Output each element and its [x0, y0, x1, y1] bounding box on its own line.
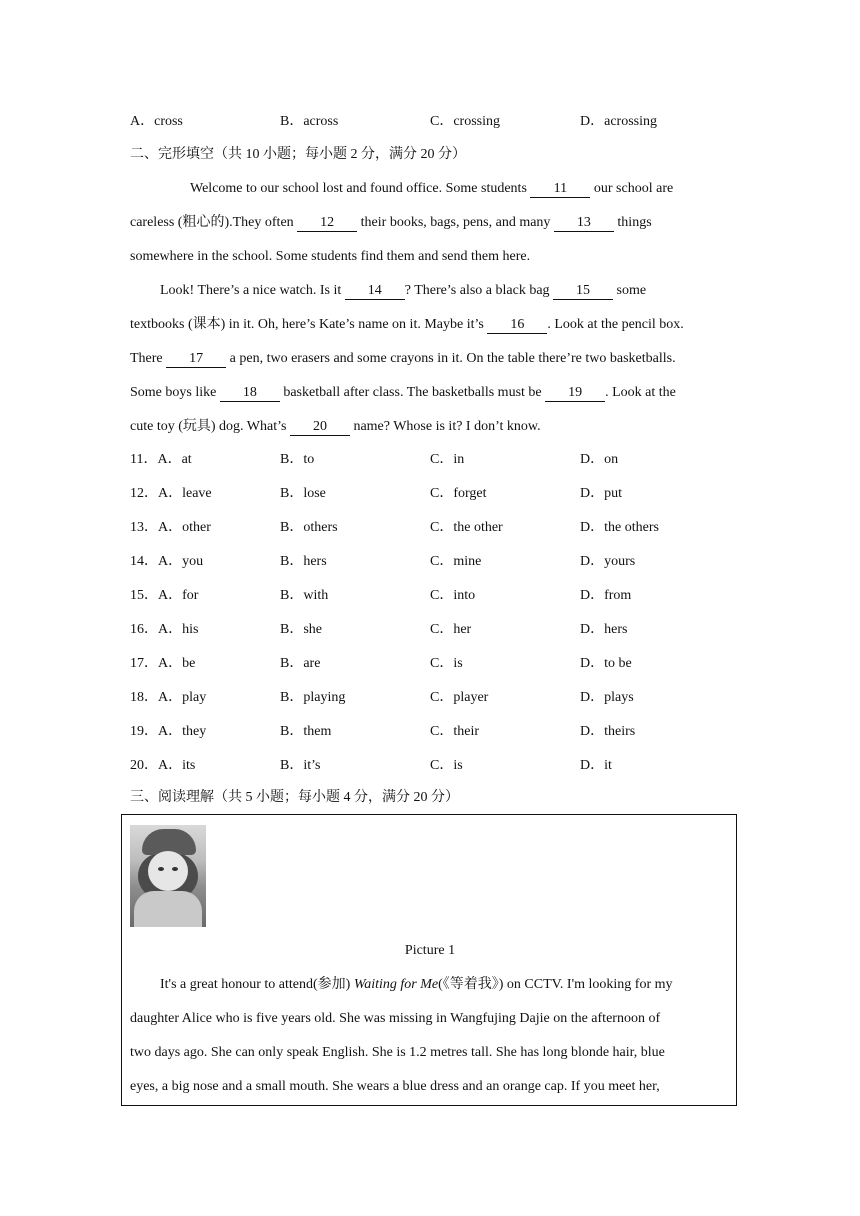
- option-c: C．is: [430, 758, 463, 773]
- text: ? There’s also a black bag: [404, 283, 554, 298]
- option-a: A．at: [157, 452, 192, 467]
- option-c: C．in: [430, 452, 465, 467]
- question-number: 17．: [130, 656, 158, 671]
- text: things: [613, 215, 652, 230]
- text: their books, bags, pens, and many: [357, 215, 554, 230]
- text: basketball after class. The basketballs must be: [279, 385, 546, 400]
- text: textbooks (课本) in it. Oh, here’s Kate’s name on it. Maybe it’s: [130, 317, 488, 332]
- option-a: A．they: [158, 724, 207, 739]
- option-b: B．are: [280, 656, 321, 671]
- passage-line-7: [130, 383, 676, 403]
- option-d: D．hers: [580, 622, 628, 637]
- option-c: C．the other: [430, 520, 503, 535]
- question-lead: [130, 722, 206, 742]
- option-d: D．theirs: [580, 724, 636, 739]
- question-lead: [130, 756, 195, 776]
- text: careless (粗心的).They often: [130, 215, 298, 230]
- passage-line-3: somewhere in the school. Some students find them and send them here.: [130, 249, 531, 264]
- question-number: 16．: [130, 622, 158, 637]
- picture-caption: Picture 1: [404, 943, 456, 958]
- blank-15: 15: [553, 283, 613, 300]
- text: Welcome to our school lost and found office. Some students: [190, 181, 531, 196]
- option-b: B．with: [280, 588, 329, 603]
- question-number: 14．: [130, 554, 158, 569]
- q10-option-c: C．crossing: [430, 114, 500, 129]
- option-d: D．on: [580, 452, 619, 467]
- question-number: 12．: [130, 486, 158, 501]
- question-lead: [130, 654, 195, 674]
- blank-18: 18: [220, 385, 280, 402]
- option-c: C．her: [430, 622, 472, 637]
- option-b: B．lose: [280, 486, 326, 501]
- option-d: D．to be: [580, 656, 632, 671]
- option-d: D．plays: [580, 690, 634, 705]
- option-b: B．to: [280, 452, 315, 467]
- option-b: B．playing: [280, 690, 346, 705]
- text: cute toy (玩具) dog. What’s: [130, 419, 290, 434]
- option-d: D．put: [580, 486, 622, 501]
- reading-line-1: [160, 975, 673, 995]
- question-lead: [130, 586, 198, 606]
- option-d: D．the others: [580, 520, 659, 535]
- text: Some boys like: [130, 385, 220, 400]
- reading-line-3: two days ago. She can only speak English. She is 1.2 metres tall. She has long blonde hair, blue: [130, 1045, 665, 1060]
- option-b: B．others: [280, 520, 338, 535]
- option-a: A．its: [158, 758, 196, 773]
- text: a pen, two erasers and some crayons in it. On the table there’re two basketballs.: [226, 351, 676, 366]
- option-c: C．mine: [430, 554, 482, 569]
- option-a: A．his: [158, 622, 199, 637]
- question-lead: [130, 450, 192, 470]
- question-number: 13．: [130, 520, 158, 535]
- question-number: 11．: [130, 452, 158, 467]
- option-d: D．yours: [580, 554, 636, 569]
- text: There: [130, 351, 167, 366]
- option-c: C．player: [430, 690, 489, 705]
- blank-12: 12: [297, 215, 357, 232]
- question-lead: [130, 484, 212, 504]
- option-b: B．them: [280, 724, 332, 739]
- girl-photo: [130, 825, 206, 927]
- program-title: Waiting for Me: [353, 977, 439, 992]
- text: . Look at the: [605, 385, 676, 400]
- text: (《等着我》) on CCTV. I'm looking for my: [438, 977, 673, 992]
- text: some: [613, 283, 647, 298]
- option-a: A．for: [158, 588, 199, 603]
- question-number: 19．: [130, 724, 158, 739]
- text: our school are: [590, 181, 674, 196]
- option-a: A．leave: [158, 486, 212, 501]
- question-number: 15．: [130, 588, 158, 603]
- question-lead: [130, 688, 206, 708]
- passage-line-5: [130, 315, 684, 335]
- question-number: 20．: [130, 758, 158, 773]
- blank-17: 17: [166, 351, 226, 368]
- question-lead: [130, 620, 198, 640]
- option-c: C．is: [430, 656, 463, 671]
- reading-line-4: eyes, a big nose and a small mouth. She wears a blue dress and an orange cap. If you meet her,: [130, 1079, 660, 1094]
- option-b: B．she: [280, 622, 322, 637]
- option-d: D．from: [580, 588, 632, 603]
- question-lead: [130, 518, 211, 538]
- option-d: D．it: [580, 758, 612, 773]
- text: It's a great honour to attend(参加): [160, 977, 354, 992]
- blank-20: 20: [290, 419, 350, 436]
- question-lead: [130, 552, 203, 572]
- passage-line-8: [130, 417, 541, 437]
- question-number: 18．: [130, 690, 158, 705]
- passage-line-6: [130, 349, 676, 369]
- q10-option-a: A．cross: [130, 114, 183, 129]
- option-a: A．you: [158, 554, 204, 569]
- section2-heading: 二、完形填空（共 10 小题；每小题 2 分，满分 20 分）: [130, 147, 466, 162]
- text: . Look at the pencil box.: [547, 317, 684, 332]
- text: Look! There’s a nice watch. Is it: [160, 283, 345, 298]
- reading-line-2: daughter Alice who is five years old. She was missing in Wangfujing Dajie on the afternoon of: [130, 1011, 661, 1026]
- option-c: C．their: [430, 724, 479, 739]
- section3-heading: 三、阅读理解（共 5 小题；每小题 4 分，满分 20 分）: [130, 790, 459, 805]
- text: name? Whose is it? I don’t know.: [349, 419, 541, 434]
- passage-line-1: [190, 179, 673, 199]
- passage-line-2: [130, 213, 652, 233]
- blank-14: 14: [345, 283, 405, 300]
- option-a: A．other: [158, 520, 211, 535]
- photo-arms: [134, 891, 202, 927]
- photo-eye: [172, 867, 178, 871]
- option-a: A．be: [158, 656, 196, 671]
- option-a: A．play: [158, 690, 207, 705]
- q10-option-d: D．acrossing: [580, 114, 657, 129]
- passage-line-4: [160, 281, 646, 301]
- blank-13: 13: [554, 215, 614, 232]
- blank-19: 19: [545, 385, 605, 402]
- option-b: B．hers: [280, 554, 327, 569]
- option-c: C．into: [430, 588, 476, 603]
- option-b: B．it’s: [280, 758, 321, 773]
- blank-16: 16: [487, 317, 547, 334]
- photo-face: [148, 851, 188, 891]
- blank-11: 11: [530, 181, 590, 198]
- q10-option-b: B．across: [280, 114, 339, 129]
- option-c: C．forget: [430, 486, 487, 501]
- photo-eye: [158, 867, 164, 871]
- reading-box: [121, 814, 737, 1106]
